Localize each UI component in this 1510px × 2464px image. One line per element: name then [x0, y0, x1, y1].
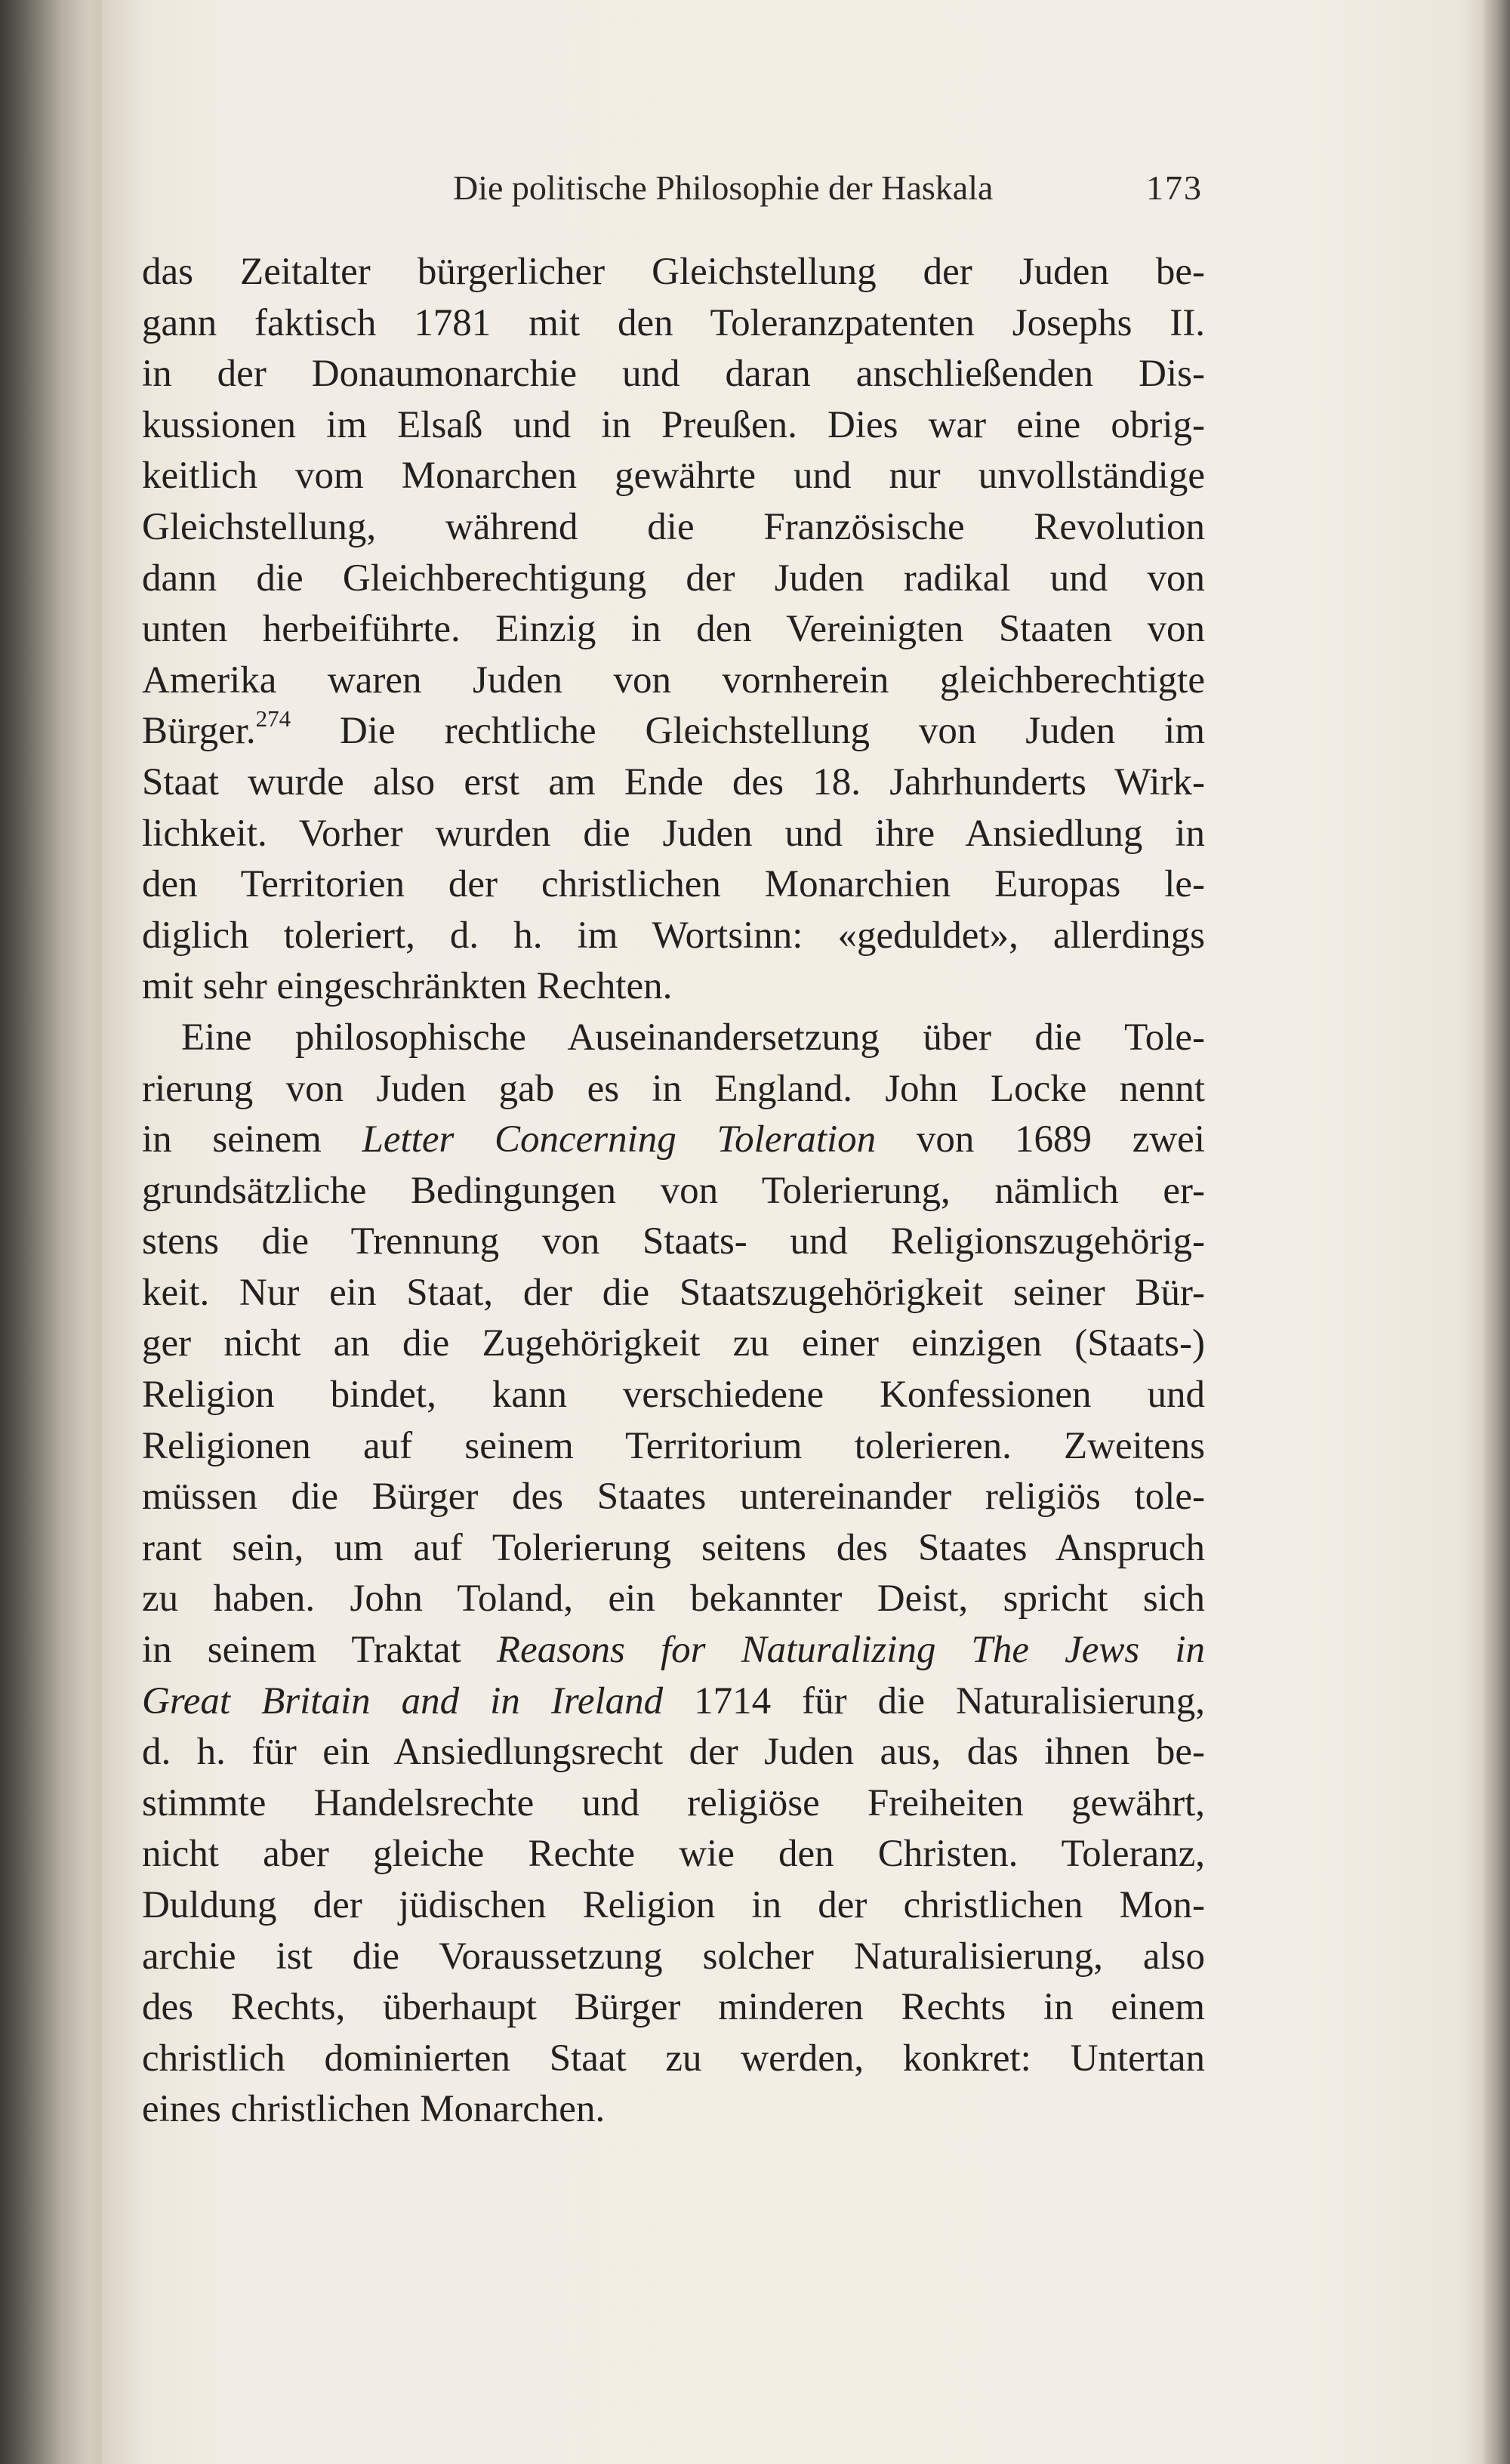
- text-line: nicht aber gleiche Rechte wie den Christen. Toleranz,: [142, 1833, 1205, 1876]
- text-line: dann die Gleichberechtigung der Juden radikal und von: [142, 557, 1205, 600]
- text-line: archie ist die Voraussetzung solcher Naturalisierung, also: [142, 1935, 1205, 1978]
- text-line: stens die Trennung von Staats- und Religionszugehörig-: [142, 1220, 1205, 1263]
- text-run: Die rechtliche Gleichstellung von Juden im: [291, 710, 1205, 753]
- text-line: stimmte Handelsrechte und religiöse Freiheiten gewährt,: [142, 1781, 1205, 1824]
- text-line-paragraph-start: Eine philosophische Auseinandersetzung über die Tole-: [181, 1016, 1205, 1059]
- previous-page-edge: [0, 0, 102, 2464]
- running-header: [0, 168, 1385, 213]
- body-text: [142, 247, 1205, 2136]
- text-line: keit. Nur ein Staat, der die Staatszugehörigkeit seiner Bür-: [142, 1271, 1205, 1314]
- text-line: diglich toleriert, d. h. im Wortsinn: «geduldet», allerdings: [142, 914, 1205, 957]
- text-line: Religion bindet, kann verschiedene Konfessionen und: [142, 1374, 1205, 1417]
- text-line: gann faktisch 1781 mit den Toleranzpatenten Josephs II.: [142, 301, 1205, 344]
- text-run: von 1689 zwei: [876, 1118, 1205, 1161]
- text-line: rant sein, um auf Tolerierung seitens des Staates Anspruch: [142, 1526, 1205, 1569]
- text-line-footnote-ref: [142, 706, 1205, 757]
- text-line: Amerika waren Juden von vornherein gleichberechtigte: [142, 658, 1205, 702]
- text-line: ger nicht an die Zugehörigkeit zu einer einzigen (Staats-): [142, 1322, 1205, 1365]
- page-stack-edge: [1484, 0, 1510, 2464]
- text-line: unten herbeiführte. Einzig in den Vereinigten Staaten von: [142, 608, 1205, 651]
- book-title-italic: Reasons for Naturalizing The Jews in: [496, 1629, 1205, 1672]
- text-line: d. h. für ein Ansiedlungsrecht der Juden aus, das ihnen be-: [142, 1731, 1205, 1774]
- book-title-italic: Great Britain and in Ireland: [142, 1679, 664, 1722]
- text-line: in der Donaumonarchie und daran anschließenden Dis-: [142, 353, 1205, 396]
- text-run: 1714 für die Naturalisierung,: [663, 1679, 1205, 1722]
- text-line-paragraph-end: eines christlichen Monarchen.: [142, 2088, 606, 2131]
- text-line: des Rechts, überhaupt Bürger minderen Rechts in einem: [142, 1986, 1205, 2029]
- text-line: kussionen im Elsaß und in Preußen. Dies war eine obrig-: [142, 403, 1205, 446]
- text-line: Gleichstellung, während die Französische Revolution: [142, 505, 1205, 548]
- text-line: das Zeitalter bürgerlicher Gleichstellung der Juden be-: [142, 251, 1205, 293]
- text-line: müssen die Bürger des Staates untereinander religiös tole-: [142, 1476, 1205, 1519]
- footnote-reference: 274: [255, 705, 291, 732]
- text-line-italic-title: [142, 1625, 1205, 1676]
- text-line-italic-title: [142, 1676, 1205, 1728]
- text-line: zu haben. John Toland, ein bekannter Deist, spricht sich: [142, 1577, 1205, 1621]
- page-number: 173: [1146, 168, 1203, 207]
- text-run: in seinem: [142, 1118, 362, 1161]
- text-run: Bürger.: [142, 710, 256, 753]
- text-line: den Territorien der christlichen Monarchien Europas le-: [142, 863, 1205, 906]
- book-title-italic: Letter Concerning Toleration: [362, 1118, 877, 1161]
- text-line: Religionen auf seinem Territorium tolerieren. Zweitens: [142, 1424, 1205, 1467]
- text-line: grundsätzliche Bedingungen von Tolerierung, nämlich er-: [142, 1169, 1205, 1212]
- text-line-paragraph-end: mit sehr eingeschränkten Rechten.: [142, 965, 673, 1008]
- text-line: Staat wurde also erst am Ende des 18. Jahrhunderts Wirk-: [142, 760, 1205, 803]
- text-line: lichkeit. Vorher wurden die Juden und ihre Ansiedlung in: [142, 812, 1205, 855]
- text-run: in seinem Traktat: [142, 1629, 497, 1672]
- text-line-italic-title: [142, 1115, 1205, 1166]
- running-title: Die politische Philosophie der Haskala: [453, 168, 994, 207]
- text-line: christlich dominierten Staat zu werden, konkret: Untertan: [142, 2037, 1205, 2080]
- text-line: rierung von Juden gab es in England. John Locke nennt: [142, 1067, 1205, 1110]
- text-line: keitlich vom Monarchen gewährte und nur unvollständige: [142, 455, 1205, 498]
- text-line: Duldung der jüdischen Religion in der christlichen Mon-: [142, 1884, 1205, 1926]
